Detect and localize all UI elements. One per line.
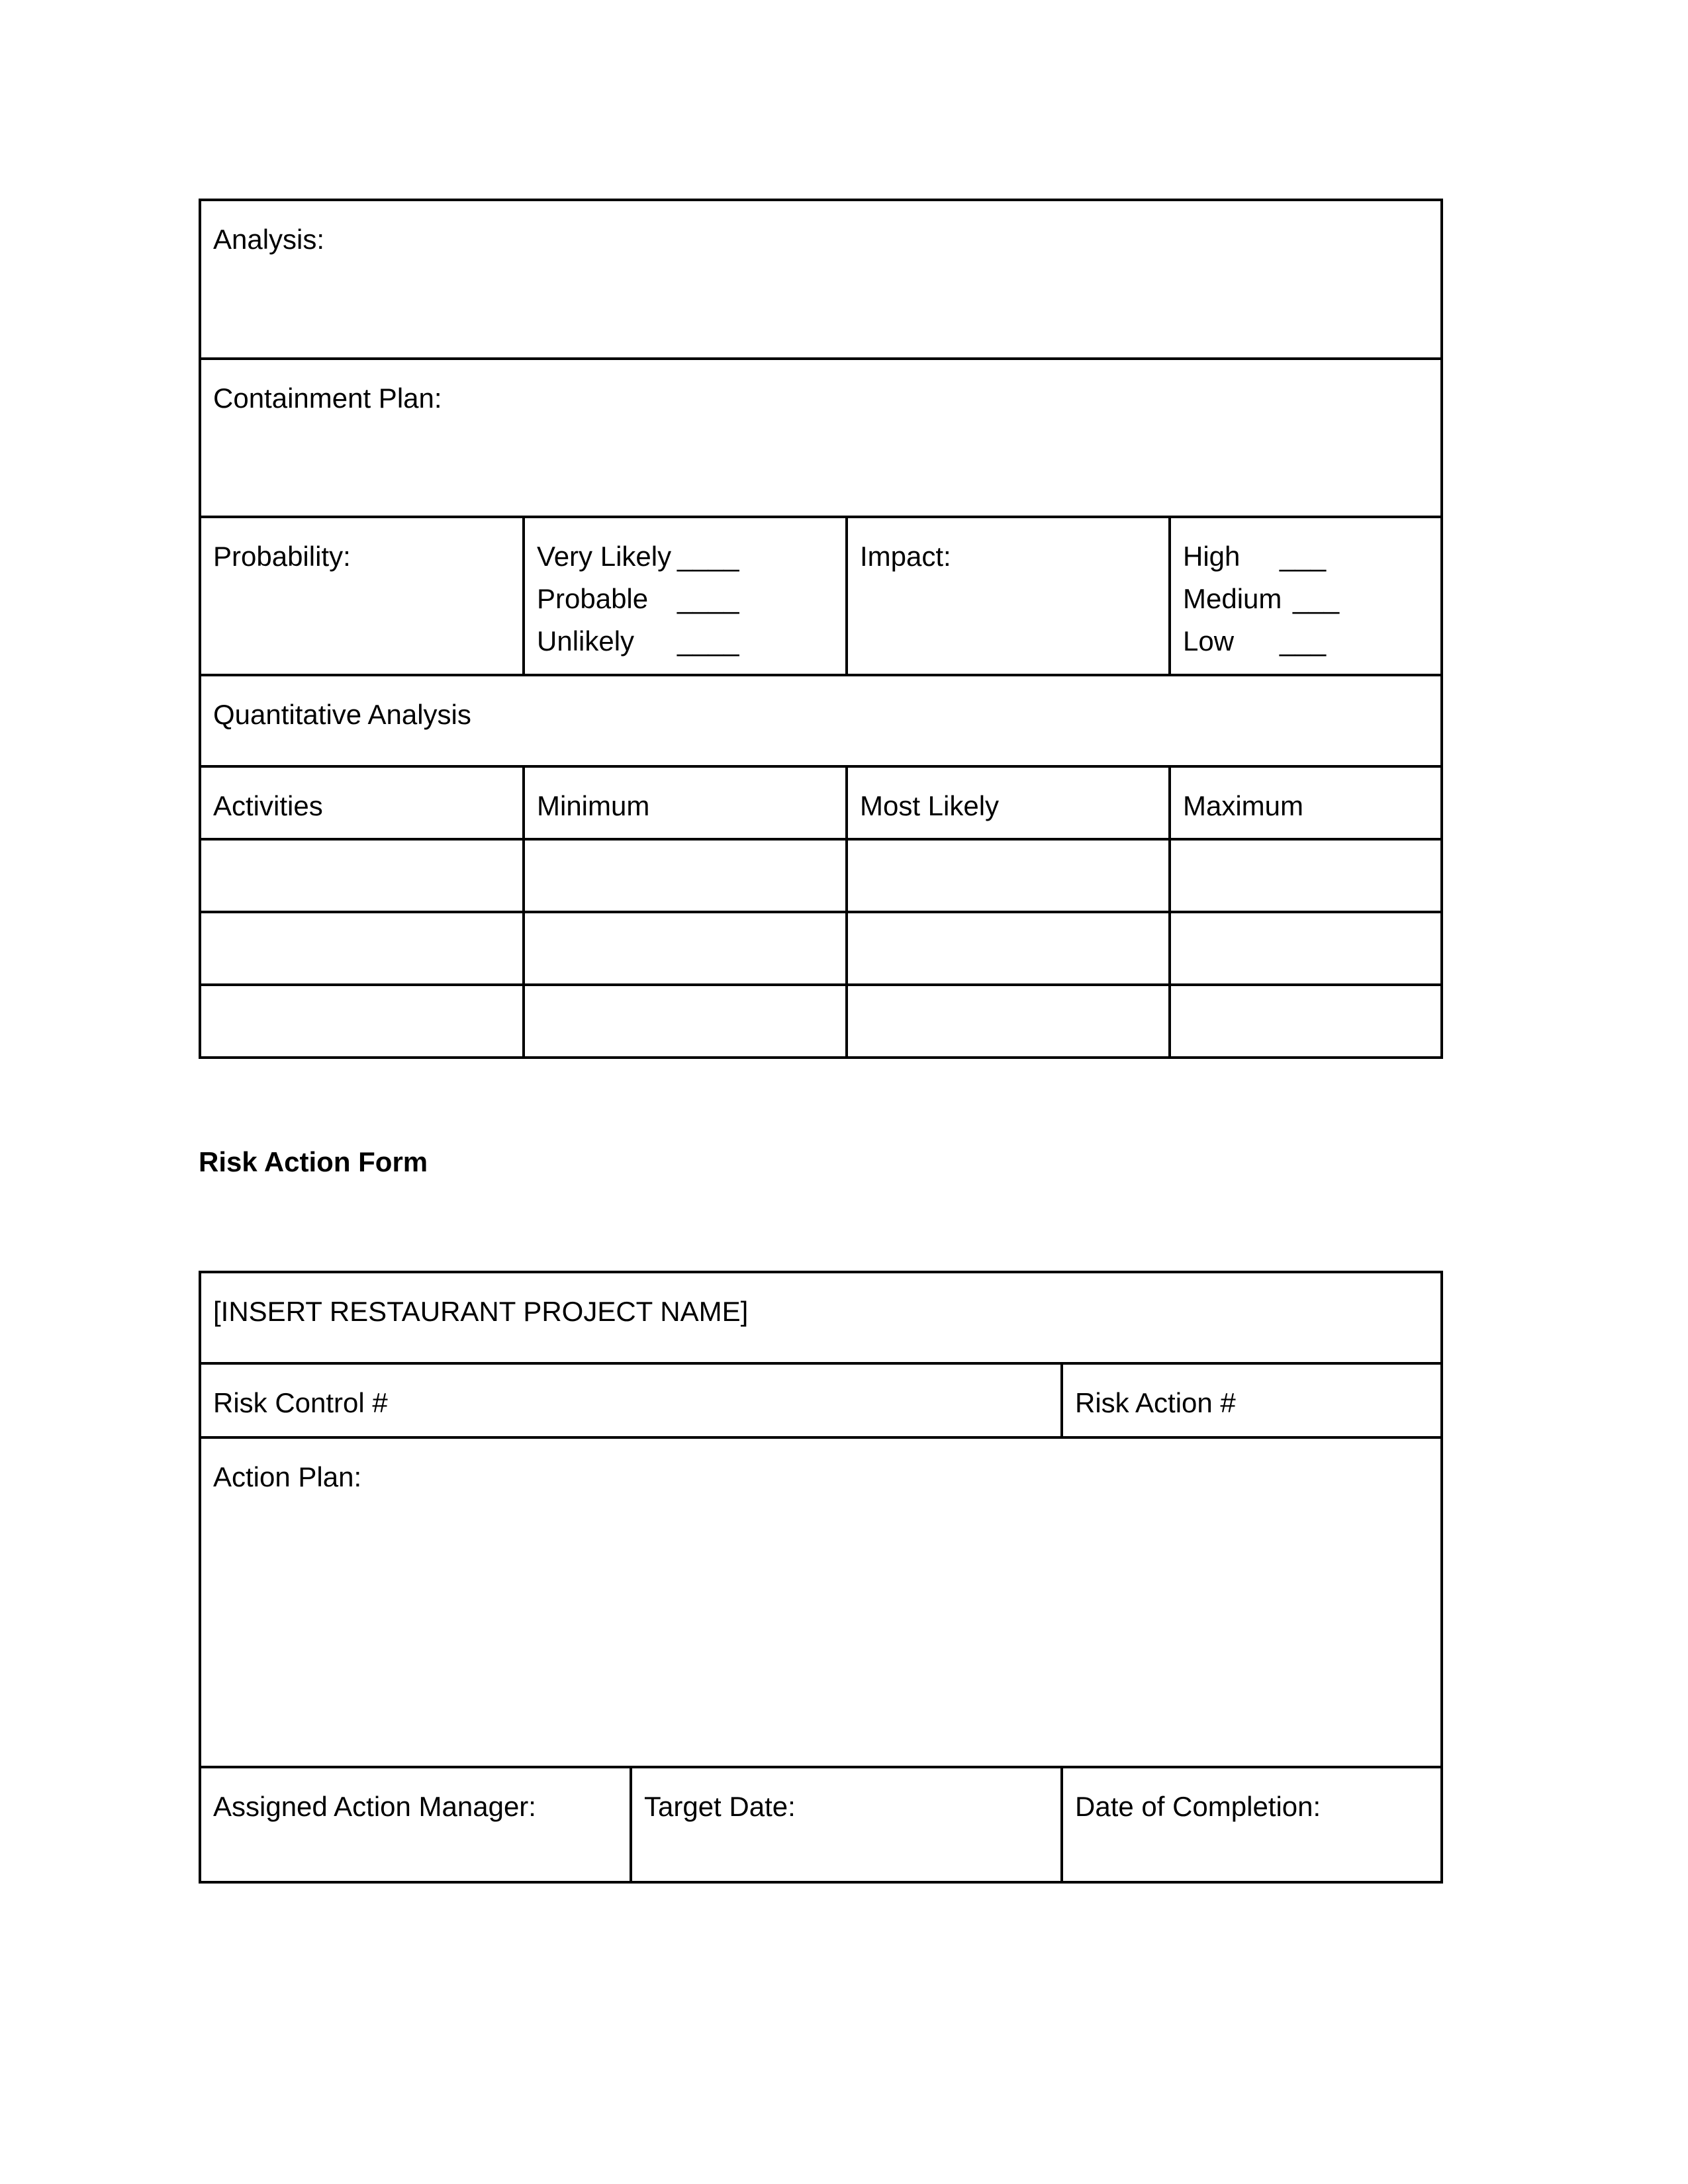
table-row — [200, 985, 1442, 1058]
option-blank[interactable]: ___ — [1293, 583, 1340, 614]
column-header-label: Activities — [213, 790, 323, 821]
option-label: Very Likely — [537, 541, 672, 572]
risk-control-label: Risk Control # — [213, 1387, 388, 1418]
option-label: Probable — [537, 583, 649, 614]
table-cell[interactable] — [1170, 839, 1442, 912]
risk-control-cell[interactable] — [200, 1363, 1062, 1437]
probability-option-very-likely[interactable] — [537, 535, 833, 578]
column-header-maximum — [1170, 766, 1442, 839]
column-header-minimum — [524, 766, 847, 839]
risk-action-form-heading: Risk Action Form — [199, 1146, 428, 1177]
table-row — [200, 912, 1442, 985]
action-plan-cell[interactable] — [200, 1437, 1442, 1767]
table-cell[interactable] — [524, 985, 847, 1058]
column-header-label: Maximum — [1183, 790, 1304, 821]
table-cell[interactable] — [200, 912, 524, 985]
analysis-label: Analysis: — [213, 224, 325, 255]
quantitative-analysis-cell — [200, 675, 1442, 766]
impact-label: Impact: — [860, 541, 951, 572]
action-plan-label: Action Plan: — [213, 1461, 362, 1492]
completion-date-label: Date of Completion: — [1075, 1791, 1321, 1822]
table-cell[interactable] — [847, 839, 1170, 912]
containment-plan-label: Containment Plan: — [213, 383, 442, 414]
option-blank[interactable]: ____ — [677, 541, 739, 572]
containment-plan-cell[interactable] — [200, 359, 1442, 517]
table-cell[interactable] — [200, 985, 524, 1058]
column-header-activities — [200, 766, 524, 839]
impact-option-low[interactable] — [1183, 620, 1429, 662]
probability-label: Probability: — [213, 541, 351, 572]
table-cell[interactable] — [1170, 985, 1442, 1058]
project-name: [INSERT RESTAURANT PROJECT NAME] — [213, 1296, 749, 1327]
risk-action-table — [199, 1271, 1443, 1884]
impact-options-cell[interactable] — [1170, 517, 1442, 675]
target-date-cell[interactable] — [631, 1767, 1062, 1882]
risk-action-label: Risk Action # — [1075, 1387, 1236, 1418]
table-cell[interactable] — [847, 985, 1170, 1058]
option-blank[interactable]: ____ — [677, 583, 739, 614]
option-label: High — [1183, 541, 1241, 572]
table-cell[interactable] — [200, 839, 524, 912]
option-label: Unlikely — [537, 625, 635, 657]
option-blank[interactable]: ___ — [1280, 541, 1327, 572]
project-name-cell[interactable] — [200, 1272, 1442, 1363]
risk-analysis-table — [199, 199, 1443, 1059]
target-date-label: Target Date: — [644, 1791, 796, 1822]
probability-label-cell — [200, 517, 524, 675]
option-blank[interactable]: ____ — [677, 625, 739, 657]
table-cell[interactable] — [1170, 912, 1442, 985]
analysis-cell[interactable] — [200, 200, 1442, 359]
assigned-manager-cell[interactable] — [200, 1767, 631, 1882]
probability-option-unlikely[interactable] — [537, 620, 833, 662]
probability-option-probable[interactable] — [537, 578, 833, 620]
option-label: Low — [1183, 625, 1235, 657]
table-cell[interactable] — [524, 912, 847, 985]
quantitative-analysis-label: Quantitative Analysis — [213, 699, 471, 730]
column-header-most-likely — [847, 766, 1170, 839]
table-cell[interactable] — [524, 839, 847, 912]
impact-option-high[interactable] — [1183, 535, 1429, 578]
completion-date-cell[interactable] — [1062, 1767, 1442, 1882]
assigned-manager-label: Assigned Action Manager: — [213, 1791, 536, 1822]
probability-options-cell[interactable] — [524, 517, 847, 675]
column-header-label: Most Likely — [860, 790, 1000, 821]
option-label: Medium — [1183, 583, 1282, 614]
impact-option-medium[interactable] — [1183, 578, 1429, 620]
column-header-label: Minimum — [537, 790, 650, 821]
option-blank[interactable]: ___ — [1280, 625, 1327, 657]
table-cell[interactable] — [847, 912, 1170, 985]
impact-label-cell — [847, 517, 1170, 675]
table-row — [200, 839, 1442, 912]
risk-action-cell[interactable] — [1062, 1363, 1442, 1437]
